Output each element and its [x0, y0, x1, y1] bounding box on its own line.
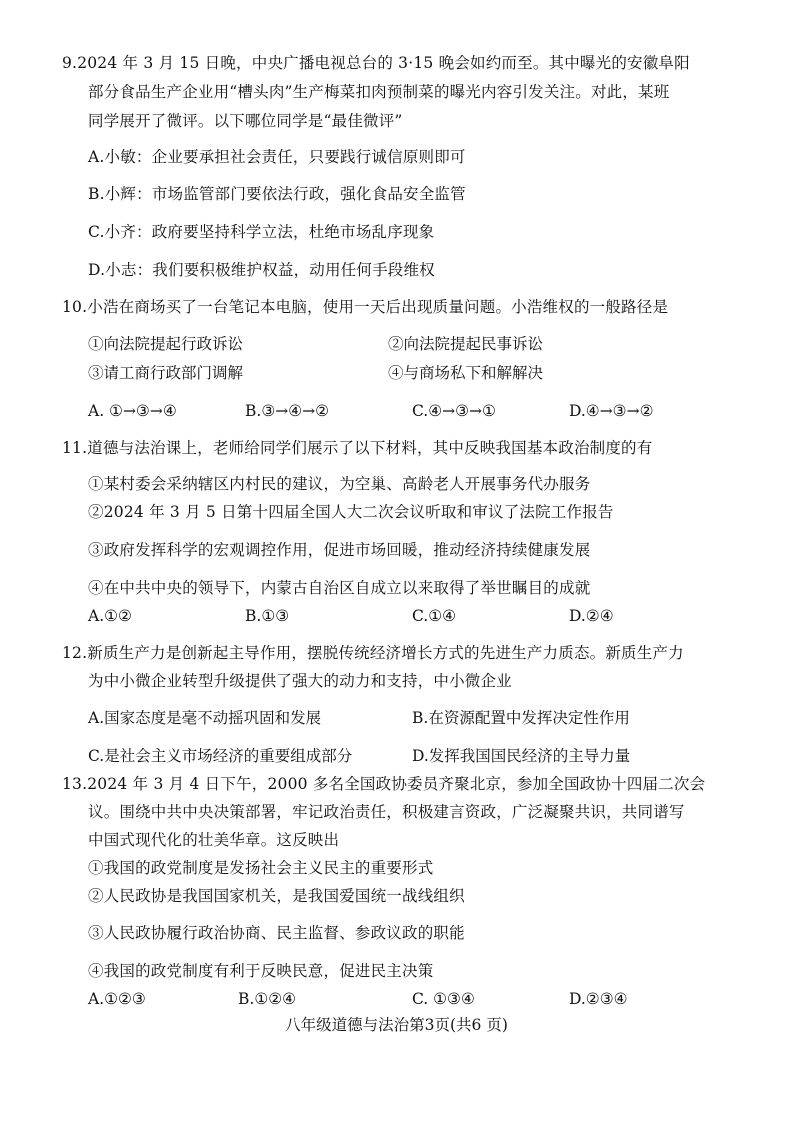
q13-item-4: ④我国的政党制度有利于反映民意，促进民主决策 [88, 962, 434, 980]
q9-option-a: A.小敏：企业要承担社会责任，只要践行诚信原则即可 [88, 148, 466, 166]
q10-choice-c: C.④→③→① [412, 402, 496, 420]
q11-item-4: ④在中共中央的领导下，内蒙古自治区自成立以来取得了举世瞩目的成就 [88, 579, 591, 597]
q13-item-3: ③人民政协履行政治协商、民主监督、参政议政的职能 [88, 924, 465, 942]
q9-option-d: D.小志：我们要积极维护权益，动用任何手段维权 [88, 261, 435, 279]
q10-choice-b: B.③→④→② [245, 402, 329, 420]
q10-items-row-1 [88, 334, 728, 354]
q11-item-1: ①某村委会采纳辖区内村民的建议，为空巢、高龄老人开展事务代办服务 [88, 475, 591, 493]
q12-options-row-1 [88, 708, 728, 728]
q10-stem: 10.小浩在商场买了一台笔记本电脑，使用一天后出现质量问题。小浩维权的一般路径是 [62, 298, 669, 316]
q9-option-c: C.小齐：政府要坚持科学立法，杜绝市场乱序现象 [88, 223, 435, 241]
q13-stem-line-1: 13.2024 年 3 月 4 日下午，2000 多名全国政协委员齐聚北京，参加全国政协十四届二次会 [62, 775, 706, 793]
q10-item-2: ②向法院提起民事诉讼 [388, 335, 544, 353]
q11-choice-a: A.①② [88, 607, 132, 625]
q12-option-c: C.是社会主义市场经济的重要组成部分 [88, 747, 353, 765]
q13-choices-row [88, 989, 728, 1009]
q11-choice-d: D.②④ [569, 607, 614, 625]
q9-stem-line-3: 同学展开了微评。以下哪位同学是“最佳微评” [88, 112, 403, 130]
q10-choices-row [88, 401, 728, 421]
q12-option-b: B.在资源配置中发挥决定性作用 [412, 709, 630, 727]
q11-choice-c: C.①④ [412, 607, 457, 625]
q10-choice-a: A. ①→③→④ [88, 402, 177, 420]
q11-stem: 11.道德与法治课上，老师给同学们展示了以下材料，其中反映我国基本政治制度的有 [62, 439, 653, 457]
q12-options-row-2 [88, 746, 728, 766]
q13-stem-line-2: 议。围绕中共中央决策部署，牢记政治责任，积极建言资政，广泛凝聚共识，共同谱写 [88, 803, 685, 821]
q12-option-a: A.国家态度是毫不动摇巩固和发展 [88, 709, 322, 727]
q13-item-1: ①我国的政党制度是发扬社会主义民主的重要形式 [88, 859, 434, 877]
q13-choice-d: D.②③④ [569, 990, 628, 1008]
q13-item-2: ②人民政协是我国国家机关，是我国爱国统一战线组织 [88, 887, 465, 905]
page-footer: 八年级道德与法治第3页(共6 页) [285, 1016, 508, 1034]
q12-stem-line-1: 12.新质生产力是创新起主导作用，摆脱传统经济增长方式的先进生产力质态。新质生产力 [62, 644, 684, 662]
q11-item-2: ②2024 年 3 月 5 日第十四届全国人大二次会议听取和审议了法院工作报告 [88, 503, 614, 521]
q10-item-3: ③请工商行政部门调解 [88, 364, 244, 382]
q10-items-row-2 [88, 363, 728, 383]
q9-stem-line-1: 9.2024 年 3 月 15 日晚，中央广播电视总台的 3·15 晚会如约而至。其中曝光的安徽阜阳 [62, 54, 690, 72]
q11-choices-row [88, 606, 728, 626]
q10-item-1: ①向法院提起行政诉讼 [88, 335, 244, 353]
q10-item-4: ④与商场私下和解解决 [388, 364, 544, 382]
q11-item-3: ③政府发挥科学的宏观调控作用，促进市场回暖，推动经济持续健康发展 [88, 541, 591, 559]
q12-option-d: D.发挥我国国民经济的主导力量 [412, 747, 631, 765]
q13-stem-line-3: 中国式现代化的壮美华章。这反映出 [88, 831, 340, 849]
q9-option-b: B.小辉：市场监管部门要依法行政，强化食品安全监管 [88, 185, 466, 203]
q12-stem-line-2: 为中小微企业转型升级提供了强大的动力和支持，中小微企业 [88, 672, 512, 690]
q13-choice-b: B.①②④ [238, 990, 297, 1008]
q10-choice-d: D.④→③→② [569, 402, 654, 420]
q11-choice-b: B.①③ [245, 607, 290, 625]
q13-choice-c: C. ①③④ [412, 990, 475, 1008]
q13-choice-a: A.①②③ [88, 990, 146, 1008]
q9-stem-line-2: 部分食品生产企业用“槽头肉”生产梅菜扣肉预制菜的曝光内容引发关注。对此，某班 [88, 83, 670, 101]
